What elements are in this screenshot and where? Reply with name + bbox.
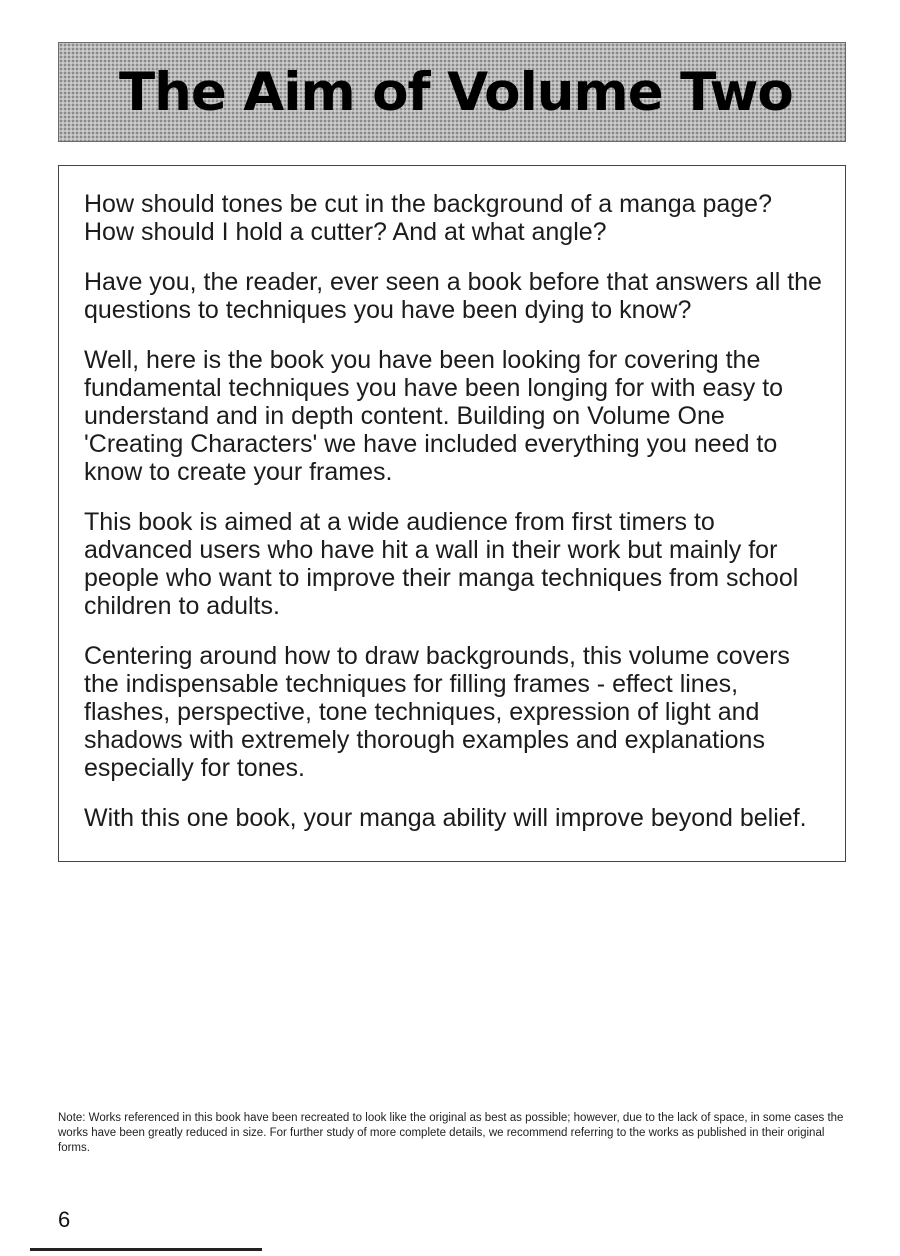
intro-paragraph: Well, here is the book you have been looking for covering the fundamental techniques you have been longing for with easy to understand and in depth content. Building on Volume One 'Creating Characters' we have included everything you need to know to create your frames.: [84, 346, 784, 486]
intro-paragraph: This book is aimed at a wide audience from first timers to advanced users who have hit a wall in their work but mainly for people who want to improve their manga techniques from school children to adults.: [84, 508, 799, 620]
footnote: Note: Works referenced in this book have been recreated to look like the original as best as possible; however, due to the lack of space, in some cases the works have been greatly reduced in size. For further study of more complete details, we recommend referring to the works as published in their original forms.: [58, 1112, 844, 1154]
intro-paragraph: Centering around how to draw backgrounds, this volume covers the indispensable techniques for filling frames - effect lines, flashes, perspective, tone techniques, expression of light and shadows with extremely thorough examples and explanations especially for tones.: [84, 642, 790, 782]
page-title: The Aim of Volume Two: [119, 62, 793, 123]
intro-text-box: [58, 165, 846, 862]
page-number: 6: [58, 1207, 71, 1232]
intro-paragraph: How should tones be cut in the background of a manga page? How should I hold a cutter? And at what angle?: [84, 190, 772, 246]
title-banner: [58, 42, 846, 142]
intro-paragraph: With this one book, your manga ability will improve beyond belief.: [84, 804, 807, 832]
intro-paragraph: Have you, the reader, ever seen a book before that answers all the questions to techniques you have been dying to know?: [84, 268, 822, 324]
bottom-rule: [30, 1248, 262, 1251]
